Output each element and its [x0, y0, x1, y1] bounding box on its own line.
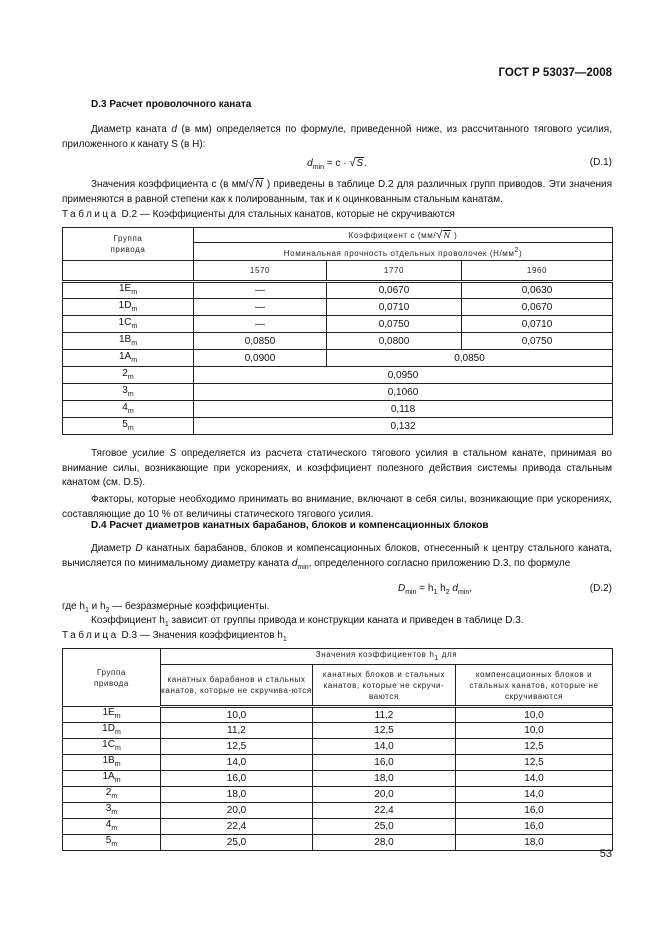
text-segment: d — [452, 583, 458, 594]
group-name: 5 — [105, 835, 112, 846]
value-cell: 28,0 — [313, 835, 456, 851]
text-segment: d — [171, 124, 177, 135]
text-segment: определяется из расчета статического тягового усилия в стальном канате, принимая во внимание силы, возникающие при ускорениях, и коэффициент полезного действия системы привода стальным канатом (см. D.5). — [62, 448, 612, 488]
value-cell: 14,0 — [456, 787, 613, 803]
group-subscript: m — [114, 713, 121, 720]
group-name: 1B — [102, 755, 115, 766]
text-segment: для — [438, 650, 458, 659]
table-row — [63, 723, 613, 739]
sqrt-expression — [248, 179, 263, 190]
column-header: 1570 — [194, 261, 327, 282]
table-row — [63, 707, 613, 723]
column-header: компенсационных блоков и стальных канатов, которые не скручиваются — [456, 665, 613, 707]
text-segment: 2 — [445, 589, 450, 596]
document-id: ГОСТ Р 53037—2008 — [498, 67, 612, 79]
column-header: 1770 — [327, 261, 462, 282]
value-cell: 20,0 — [313, 787, 456, 803]
table-caption-d3 — [62, 630, 287, 643]
table-row — [63, 835, 613, 851]
text-segment: где h — [62, 601, 85, 612]
value-cell: — — [194, 316, 327, 333]
text-segment: Номинальная прочность отдельных проволочек (Н/мм — [283, 248, 515, 258]
paragraph — [62, 493, 612, 522]
table-row — [63, 384, 613, 401]
group-subscript: m — [111, 793, 118, 800]
strength-header — [194, 243, 613, 261]
text-segment: D.2 — Коэффициенты для стальных канатов, которые не скручиваются — [118, 209, 455, 220]
text-segment: min — [312, 164, 325, 171]
value-cell: 12,5 — [456, 739, 613, 755]
group-name: 5 — [122, 418, 128, 430]
radicand: N — [443, 230, 451, 240]
sqrt-expression — [349, 158, 364, 169]
value-cell: 25,0 — [161, 835, 313, 851]
text-segment: ) — [451, 230, 458, 240]
group-cell — [63, 707, 161, 723]
text-segment: ) приведены в таблице D.2 для различных групп приводов. Эти значения применяются в равной степени как к полированным, так и к оцинкованным стальным канатам. — [62, 179, 612, 205]
group-subscript: m — [127, 390, 134, 398]
radical-sign: √ — [248, 178, 255, 190]
text-segment: 1 — [282, 636, 287, 643]
table-row — [63, 299, 613, 316]
text-segment: = c · — [324, 158, 350, 169]
group-name: 4 — [105, 819, 112, 830]
section-d4-heading: D.4 Расчет диаметров канатных барабанов, блоков и компенсационных блоков — [91, 520, 489, 531]
value-cell: 10,0 — [456, 723, 613, 739]
value-cell: 0,0850 — [327, 350, 613, 367]
group-cell — [63, 367, 194, 384]
value-cell: 0,0710 — [462, 316, 613, 333]
values-header — [161, 649, 613, 665]
group-cell — [63, 333, 194, 350]
paragraph — [62, 447, 612, 491]
table-row — [63, 803, 613, 819]
sqrt-expression — [436, 228, 451, 241]
group-cell — [63, 739, 161, 755]
group-subscript: m — [131, 289, 138, 296]
value-cell: 0,118 — [194, 401, 613, 418]
value-cell: 12,5 — [456, 755, 613, 771]
group-name: 1A — [102, 771, 115, 782]
group-name: 1E — [102, 707, 115, 718]
value-cell: 22,4 — [161, 819, 313, 835]
paragraph — [62, 123, 612, 152]
value-cell: 0,0750 — [462, 333, 613, 350]
radical-sign: √ — [349, 157, 356, 169]
value-cell: 20,0 — [161, 803, 313, 819]
table-row — [63, 350, 613, 367]
value-cell: 0,0670 — [327, 282, 462, 299]
group-cell — [63, 803, 161, 819]
group-subscript: m — [111, 841, 118, 848]
text-segment: ) — [518, 248, 523, 258]
value-cell: 12,5 — [161, 739, 313, 755]
group-name: 3 — [122, 384, 128, 396]
value-cell: 10,0 — [456, 707, 613, 723]
group-cell — [63, 771, 161, 787]
value-cell: 0,0800 — [327, 333, 462, 350]
value-cell: 16,0 — [313, 755, 456, 771]
group-cell — [63, 316, 194, 333]
text-segment: Коэффициент c (мм/ — [348, 230, 437, 240]
group-subscript: m — [111, 825, 118, 832]
value-cell: 10,0 — [161, 707, 313, 723]
group-subscript: m — [131, 356, 138, 364]
radical-sign: √ — [436, 228, 443, 241]
text-segment: (в мм) определяется по формуле, приведенной ниже, из рассчитанного тягового усилия, приложенного к канату S (в Н): — [62, 124, 612, 150]
group-name: 3 — [105, 803, 112, 814]
value-cell: 11,2 — [161, 723, 313, 739]
text-segment: — безразмерные коэффициенты. — [109, 601, 270, 612]
value-cell: 0,0850 — [194, 333, 327, 350]
text-segment: 1 — [433, 589, 438, 596]
value-cell: 0,0900 — [194, 350, 327, 367]
text-segment: Факторы, которые необходимо принимать во внимание, включают в себя силы, возникающие при ускорениях, составляющие до 10 % от величины статического тягового усилия. — [62, 494, 612, 520]
value-cell: 0,0750 — [327, 316, 462, 333]
group-cell — [63, 350, 194, 367]
value-cell: 18,0 — [313, 771, 456, 787]
text-segment: , определенного согласно приложению D.3, по формуле — [308, 557, 571, 569]
value-cell: 0,0950 — [194, 367, 613, 384]
value-cell: 0,0710 — [327, 299, 462, 316]
group-subscript: m — [114, 761, 121, 768]
table-row — [63, 401, 613, 418]
text-segment: = h — [416, 583, 434, 594]
table-caption-d2 — [62, 209, 455, 220]
radicand: N — [255, 179, 263, 190]
value-cell: 16,0 — [456, 803, 613, 819]
group-header: Группа привода — [63, 228, 194, 261]
group-cell — [63, 755, 161, 771]
group-cell — [63, 787, 161, 803]
text-segment: . — [364, 158, 367, 169]
table-row — [63, 367, 613, 384]
text-segment: Таблица — [62, 630, 119, 641]
group-name: 2 — [105, 787, 112, 798]
text-segment: 2 — [514, 246, 519, 254]
value-cell: 22,4 — [313, 803, 456, 819]
table-row — [63, 333, 613, 350]
section-d3-heading: D.3 Расчет проволочного каната — [91, 99, 252, 110]
text-segment: S — [169, 448, 177, 459]
group-subscript: m — [114, 777, 121, 784]
text-segment: Диаметр каната — [91, 124, 172, 135]
group-cell — [63, 282, 194, 299]
group-subscript: m — [114, 729, 121, 736]
group-subscript: m — [111, 809, 118, 816]
radicand: S — [356, 158, 364, 169]
text-segment: min — [405, 589, 417, 596]
table-row — [63, 282, 613, 299]
value-cell: 14,0 — [313, 739, 456, 755]
value-cell: 12,5 — [313, 723, 456, 739]
value-cell: 16,0 — [161, 771, 313, 787]
group-name: 1C — [102, 739, 115, 750]
group-header: Группа привода — [63, 649, 161, 707]
group-cell — [63, 418, 194, 435]
value-cell: 0,0630 — [462, 282, 613, 299]
table-row — [63, 787, 613, 803]
table-row — [63, 755, 613, 771]
group-subscript: m — [127, 407, 134, 415]
text-segment: min — [297, 563, 309, 571]
text-segment: канатных барабанов, блоков и компенсационных блоков, отнесенный к центру стального каната, вычисляется по минимальному диаметру каната — [62, 543, 612, 569]
value-cell: 0,0670 — [462, 299, 613, 316]
group-name: 4 — [122, 401, 128, 413]
group-cell — [63, 401, 194, 418]
group-cell — [63, 299, 194, 316]
value-cell: 14,0 — [161, 755, 313, 771]
text-segment: h — [437, 583, 446, 594]
text-segment: Диаметр — [91, 543, 136, 554]
text-segment: d — [291, 557, 298, 569]
text-segment: Значения коэффициентов h — [315, 650, 435, 659]
value-cell: — — [194, 299, 327, 316]
value-cell: — — [194, 282, 327, 299]
table-row — [63, 819, 613, 835]
text-segment: D.3 — Значения коэффициентов h — [118, 630, 283, 641]
group-name: 1D — [118, 299, 132, 311]
text-segment: 2 — [105, 607, 110, 614]
text-segment: 1 — [84, 607, 89, 614]
text-segment: 1 — [164, 621, 169, 628]
coef-header — [194, 228, 613, 243]
text-segment: D — [135, 543, 143, 554]
group-subscript: m — [127, 424, 134, 432]
text-segment: min — [457, 589, 470, 596]
text-segment: d — [307, 158, 313, 169]
value-cell: 11,2 — [313, 707, 456, 723]
group-subscript: m — [131, 322, 138, 330]
value-cell: 18,0 — [456, 835, 613, 851]
group-name: 1A — [118, 350, 132, 362]
column-header: канатных блоков и стальных канатов, которые не скручи-ваются — [313, 665, 456, 707]
formula-d2 — [160, 583, 661, 596]
group-cell — [63, 819, 161, 835]
formula-number: (D.2) — [589, 583, 612, 594]
value-cell: 25,0 — [313, 819, 456, 835]
value-cell: 0,132 — [194, 418, 613, 435]
group-subscript: m — [114, 745, 121, 752]
formula-d1 — [62, 157, 612, 171]
text-segment: 1 — [434, 655, 439, 662]
text-segment: Тяговое усилие — [91, 448, 170, 459]
value-cell: 18,0 — [161, 787, 313, 803]
paragraph — [62, 177, 612, 207]
table-row — [63, 771, 613, 787]
text-segment: и h — [88, 601, 106, 612]
group-name: 1E — [118, 283, 132, 294]
group-cell — [63, 835, 161, 851]
value-cell: 14,0 — [456, 771, 613, 787]
text-segment: D — [397, 583, 406, 594]
formula-number: (D.1) — [589, 157, 612, 168]
value-cell: 0,1060 — [194, 384, 613, 401]
group-name: 1B — [118, 333, 132, 345]
paragraph — [62, 542, 612, 575]
text-segment: Коэффициент h — [91, 615, 165, 626]
group-subscript: m — [127, 373, 134, 381]
text-segment: , — [469, 583, 473, 594]
page-number: 53 — [599, 848, 612, 860]
group-cell — [63, 723, 161, 739]
table-d2 — [62, 227, 613, 435]
table-row — [63, 739, 613, 755]
text-segment: Таблица — [62, 209, 119, 220]
group-subscript: m — [131, 305, 138, 313]
text-segment: зависит от группы привода и конструкции каната и приведен в таблице D.3. — [168, 615, 524, 626]
column-header: 1960 — [462, 261, 613, 282]
group-cell — [63, 384, 194, 401]
group-name: 1D — [102, 723, 115, 734]
table-d3 — [62, 648, 613, 851]
group-name: 1C — [118, 316, 132, 328]
table-row — [63, 418, 613, 435]
group-subscript: m — [131, 339, 138, 347]
text-segment: Значения коэффициента c (в мм/ — [91, 179, 249, 190]
group-name: 2 — [122, 367, 128, 379]
value-cell: 16,0 — [456, 819, 613, 835]
column-header: канатных барабанов и стальных канатов, которые не скручива-ются — [161, 665, 313, 707]
table-row — [63, 316, 613, 333]
